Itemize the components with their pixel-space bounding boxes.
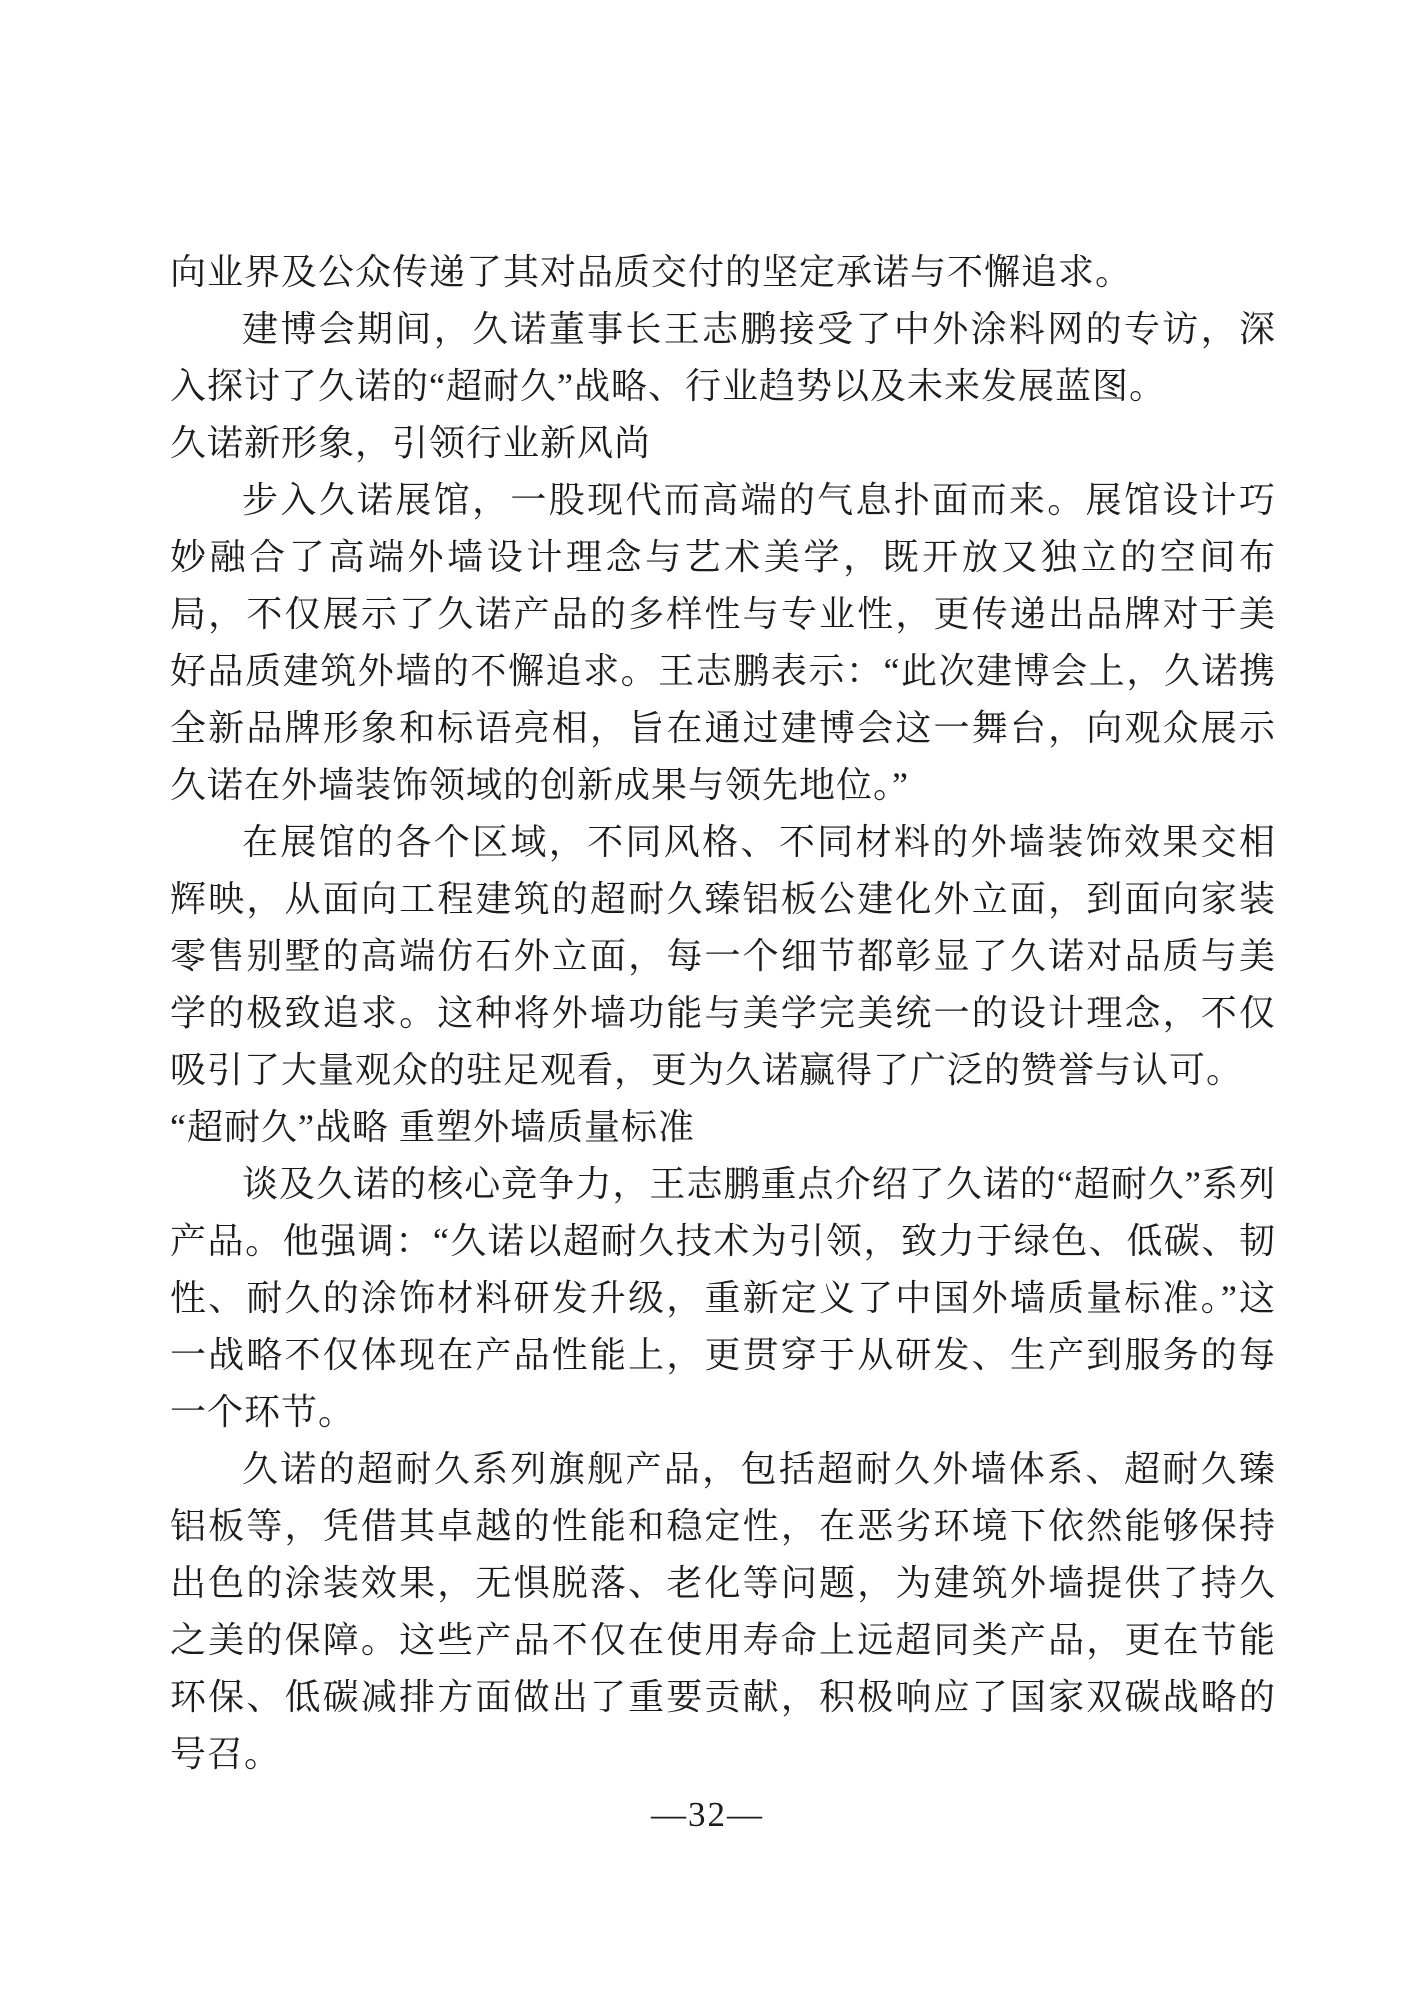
paragraph: 步入久诺展馆，一股现代而高端的气息扑面而来。展馆设计巧妙融合了高端外墙设计理念与艺术美学，既开放又独立的空间布局，不仅展示了久诺产品的多样性与专业性，更传递出品牌对于美好品质建筑外墙的不懈追求。王志鹏表示：“此次建博会上，久诺携全新品牌形象和标语亮相，旨在通过建博会这一舞台，向观众展示久诺在外墙装饰领域的创新成果与领先地位。” [170,480,1276,805]
paragraph-continuation: 向业界及公众传递了其对品质交付的坚定承诺与不懈追求。 [170,252,1133,292]
paragraph: 建博会期间，久诺董事长王志鹏接受了中外涂料网的专访，深入探讨了久诺的“超耐久”战略、行业趋势以及未来发展蓝图。 [170,309,1276,406]
paragraph: 在展馆的各个区域，不同风格、不同材料的外墙装饰效果交相辉映，从面向工程建筑的超耐久臻铝板公建化外立面，到面向家装零售别墅的高端仿石外立面，每一个细节都彰显了久诺对品质与美学的极致追求。这种将外墙功能与美学完美统一的设计理念，不仅吸引了大量观众的驻足观看，更为久诺赢得了广泛的赞誉与认可。 [170,822,1276,1090]
section-heading: 久诺新形象，引领行业新风尚 [170,423,652,463]
section-heading: “超耐久”战略 重塑外墙质量标准 [170,1107,695,1147]
paragraph: 谈及久诺的核心竞争力，王志鹏重点介绍了久诺的“超耐久”系列产品。他强调：“久诺以超耐久技术为引领，致力于绿色、低碳、韧性、耐久的涂饰材料研发升级，重新定义了中国外墙质量标准。”这一战略不仅体现在产品性能上，更贯穿于从研发、生产到服务的每一个环节。 [170,1164,1276,1432]
document-body [170,244,1276,1783]
page-number: —32— [651,1795,764,1834]
paragraph: 久诺的超耐久系列旗舰产品，包括超耐久外墙体系、超耐久臻铝板等，凭借其卓越的性能和稳定性，在恶劣环境下依然能够保持出色的涂装效果，无惧脱落、老化等问题，为建筑外墙提供了持久之美的保障。这些产品不仅在使用寿命上远超同类产品，更在节能环保、低碳减排方面做出了重要贡献，积极响应了国家双碳战略的号召。 [170,1449,1276,1774]
